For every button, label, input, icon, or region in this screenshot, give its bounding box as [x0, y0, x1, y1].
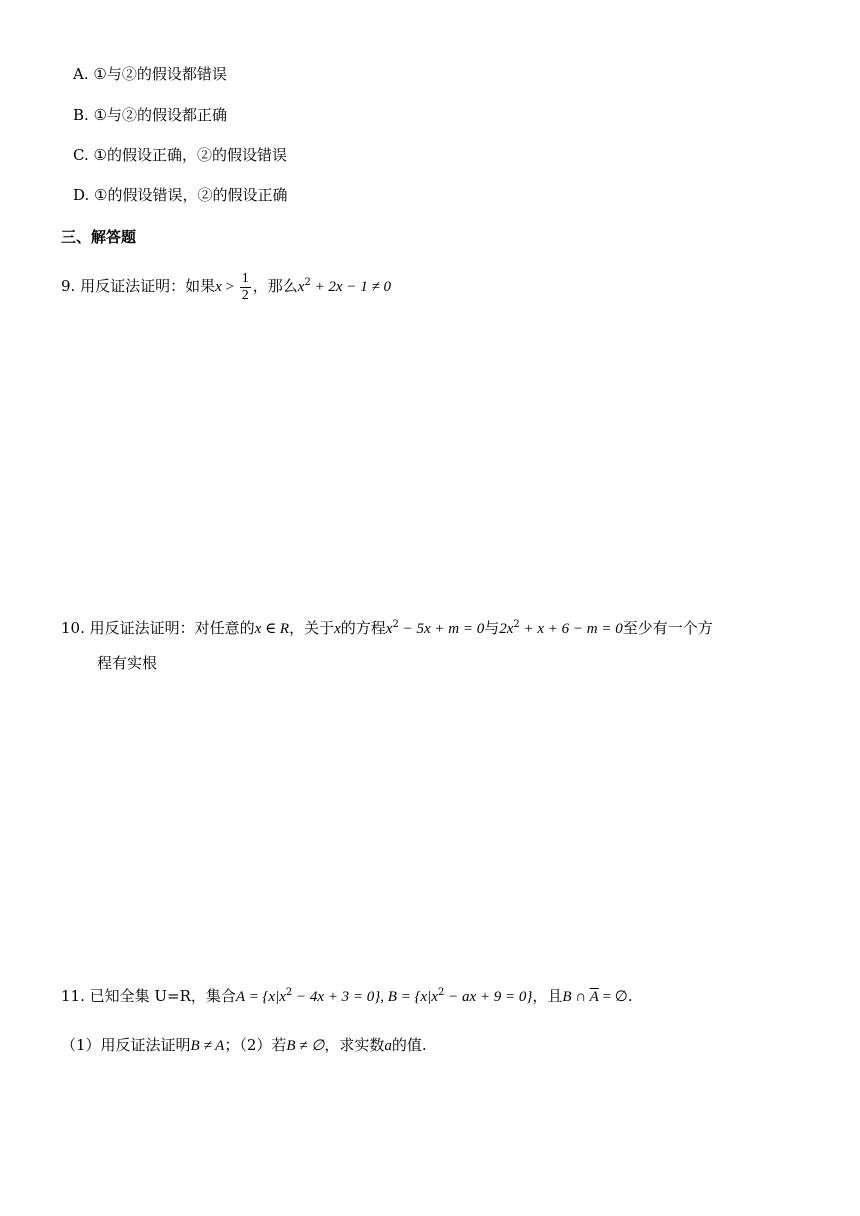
math-sup: 2 [285, 987, 293, 998]
question-text: 的方程 [340, 619, 386, 637]
option-a [73, 64, 227, 84]
math-sup: 2 [513, 619, 520, 630]
math-expr: 2x [499, 621, 514, 637]
question-text: 用反证法证明：如果 [80, 277, 216, 295]
question-9 [61, 268, 391, 305]
option-b [73, 105, 227, 125]
question-text: ，关于 [289, 619, 335, 637]
question-text: . [627, 987, 633, 1005]
fraction-numerator: 1 [241, 270, 249, 286]
fraction-denominator: 2 [241, 287, 249, 303]
question-text: 用反证法证明：对任意的 [89, 619, 255, 637]
math-expr: − 5x + m = 0 [398, 621, 485, 637]
question-text: ，且 [532, 987, 563, 1005]
math-sup: 2 [304, 277, 311, 288]
option-letter: D. [73, 186, 90, 204]
math-expr: B ≠ ∅ [286, 1038, 325, 1054]
math-expr: x ∈ R [254, 621, 290, 637]
fraction [240, 271, 251, 304]
math-expr: x [385, 621, 393, 637]
part-1-label: （1）用反证法证明 [61, 1036, 191, 1054]
question-11 [61, 986, 633, 1007]
option-d [73, 185, 288, 205]
math-expr: + x + 6 − m = 0 [519, 621, 623, 637]
math-sup: 2 [392, 619, 399, 630]
question-number: 10. [61, 619, 85, 637]
option-letter: A. [73, 65, 89, 83]
condition-expr: B ∩ [562, 989, 590, 1005]
set-a-expr: A = {x|x [235, 989, 286, 1005]
option-text: ①的假设正确，②的假设错误 [93, 146, 287, 164]
math-var: x [215, 279, 222, 295]
question-number: 11. [61, 987, 85, 1005]
math-sup: 2 [438, 987, 445, 998]
option-letter: C. [73, 146, 89, 164]
question-text: 已知全集 U=R，集合 [89, 987, 236, 1005]
part-2-end: 的值. [391, 1036, 427, 1054]
condition-expr: = ∅ [598, 989, 628, 1005]
option-text: ①的假设错误，②的假设正确 [94, 186, 288, 204]
question-text: ，那么 [252, 277, 298, 295]
option-letter: B. [73, 106, 89, 124]
question-text: 与 [484, 619, 500, 637]
set-b-expr: − ax + 9 = 0} [444, 989, 533, 1005]
option-text: ①与②的假设都错误 [93, 65, 227, 83]
complement-a: $\overline{A}$ [589, 989, 599, 1005]
math-var: a [384, 1038, 392, 1054]
part-separator: ；（2）若 [224, 1036, 287, 1054]
part-2-text: ，求实数 [324, 1036, 385, 1054]
section-heading: 三、解答题 [61, 228, 137, 246]
math-expr: B ≠ A [190, 1038, 225, 1054]
question-text: 至少有一个方 [622, 619, 713, 637]
option-c [73, 145, 287, 165]
math-op: > [221, 279, 238, 295]
math-expr: + 2x − 1 ≠ 0 [310, 279, 391, 295]
question-11-parts [61, 1035, 427, 1056]
question-10 [61, 618, 713, 639]
question-number: 9. [61, 277, 76, 295]
question-10-continued: 程有实根 [97, 654, 158, 672]
option-text: ①与②的假设都正确 [93, 106, 228, 124]
set-b-expr: − 4x + 3 = 0}, B = {x|x [292, 989, 438, 1005]
math-var: x [334, 621, 341, 637]
math-expr: x [297, 279, 305, 295]
